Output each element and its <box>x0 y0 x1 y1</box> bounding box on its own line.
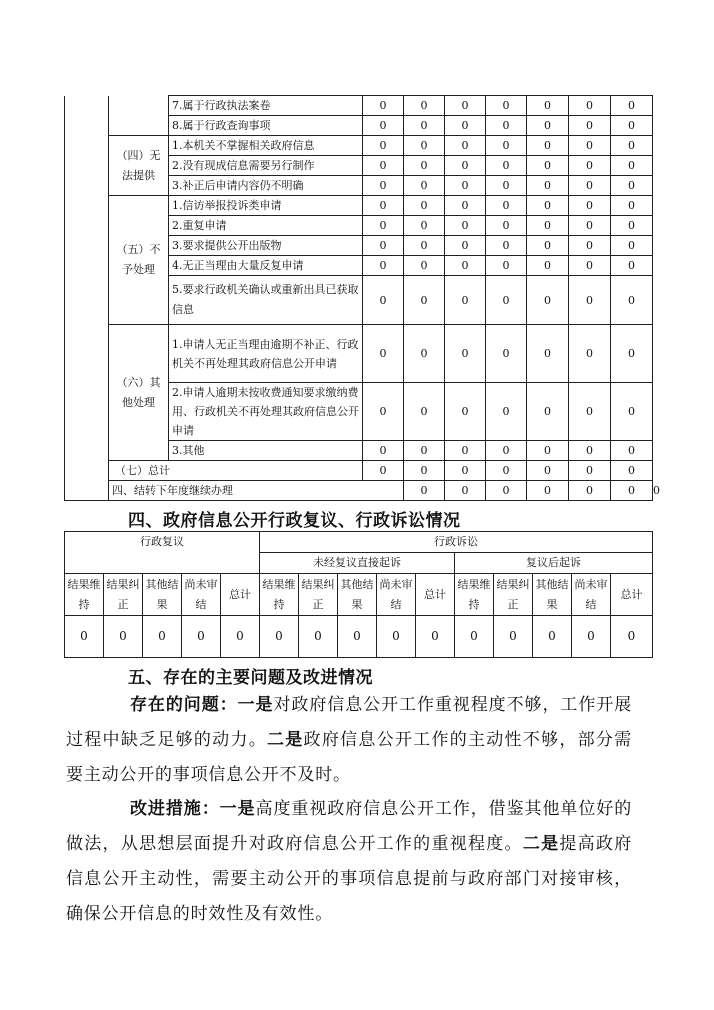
blank-cell <box>65 96 109 501</box>
cell-value: 0 <box>363 116 404 136</box>
cell-value: 0 <box>569 196 611 216</box>
cell-value: 0 <box>486 276 527 325</box>
cell-value: 0 <box>338 616 377 658</box>
cell-value: 0 <box>569 176 611 196</box>
table-row <box>65 196 653 216</box>
cell-value: 0 <box>611 276 653 325</box>
total-label: （七）总计 <box>109 461 363 481</box>
row-label: 1.申请人无正当理由逾期不补正、行政机关不再处理其政府信息公开申请 <box>169 325 363 383</box>
table-row <box>65 325 653 383</box>
row-label: 3.要求提供公开出版物 <box>169 236 363 256</box>
cell-value: 0 <box>611 481 653 501</box>
cell-value: 0 <box>363 96 404 116</box>
cell-value: 0 <box>404 156 445 176</box>
cell-value: 0 <box>611 216 653 236</box>
row-label: 2.没有现成信息需要另行制作 <box>169 156 363 176</box>
cell-value: 0 <box>445 481 486 501</box>
cell-value: 0 <box>611 96 653 116</box>
cell-value: 0 <box>569 156 611 176</box>
cell-value: 0 <box>569 325 611 383</box>
carry-over-label: 四、结转下年度继续办理 <box>109 481 404 501</box>
cell-value: 0 <box>445 116 486 136</box>
cell-value: 0 <box>611 196 653 216</box>
cell-value: 0 <box>527 461 569 481</box>
cell-value: 0 <box>527 441 569 461</box>
cell-value: 0 <box>445 216 486 236</box>
cell-value: 0 <box>363 383 404 441</box>
cell-value: 0 <box>363 156 404 176</box>
cell-value: 0 <box>486 325 527 383</box>
cell-value: 0 <box>486 236 527 256</box>
column-header: 结果纠正 <box>104 574 143 616</box>
cell-value: 0 <box>569 441 611 461</box>
cell-value: 0 <box>404 276 445 325</box>
cell-value: 0 <box>404 481 445 501</box>
cell-value: 0 <box>404 256 445 276</box>
cell-value: 0 <box>569 481 611 501</box>
cell-value: 0 <box>569 116 611 136</box>
cell-value: 0 <box>486 196 527 216</box>
cell-value: 0 <box>363 176 404 196</box>
cell-value: 0 <box>363 216 404 236</box>
cell-value: 0 <box>527 196 569 216</box>
cell-value: 0 <box>404 216 445 236</box>
cell-value: 0 <box>445 461 486 481</box>
row-label: 1.信访举报投诉类申请 <box>169 196 363 216</box>
column-header: 总计 <box>221 574 260 616</box>
cell-value: 0 <box>569 236 611 256</box>
cell-value: 0 <box>486 156 527 176</box>
problems-paragraph <box>66 688 632 793</box>
cell-value: 0 <box>611 136 653 156</box>
cell-value: 0 <box>363 256 404 276</box>
point-two-keyword: 二是 <box>522 834 560 854</box>
cell-value: 0 <box>611 236 653 256</box>
cell-value: 0 <box>363 196 404 216</box>
cell-value: 0 <box>65 616 104 658</box>
cell-value: 0 <box>611 441 653 461</box>
cell-value: 0 <box>445 383 486 441</box>
column-header: 结果维持 <box>65 574 104 616</box>
cell-value: 0 <box>445 176 486 196</box>
cell-value: 0 <box>182 616 221 658</box>
cell-value: 0 <box>363 441 404 461</box>
row-label: 4.无正当理由大量反复申请 <box>169 256 363 276</box>
category-cell: （六）其他处理 <box>109 325 169 461</box>
cell-value: 0 <box>445 441 486 461</box>
cell-value: 0 <box>404 96 445 116</box>
section-four-title: 四、政府信息公开行政复议、行政诉讼情况 <box>128 511 461 531</box>
cell-value: 0 <box>143 616 182 658</box>
row-label: 2.重复申请 <box>169 216 363 236</box>
cell-value: 0 <box>404 176 445 196</box>
cell-value: 0 <box>486 481 527 501</box>
cell-value: 0 <box>404 136 445 156</box>
problem-one-text: 对政府信息公开工作重视程度不够，工作开展过程中缺乏足够的动力。 <box>66 695 633 750</box>
cell-value: 0 <box>404 236 445 256</box>
measures-paragraph <box>66 792 632 932</box>
column-header: 结果纠正 <box>299 574 338 616</box>
cell-value: 0 <box>486 136 527 156</box>
cell-value: 0 <box>527 256 569 276</box>
table-header-row <box>65 574 653 616</box>
cell-value: 0 <box>569 461 611 481</box>
cell-value: 0 <box>611 616 653 658</box>
column-header: 结果维持 <box>260 574 299 616</box>
cell-value: 0 <box>445 256 486 276</box>
cell-value: 0 <box>527 116 569 136</box>
cell-value: 0 <box>404 325 445 383</box>
litigation-header: 行政诉讼 <box>260 532 653 553</box>
cell-value: 0 <box>104 616 143 658</box>
carry-over-row: 四、结转下年度继续办理 0 0 0 0 0 0 0 <box>65 481 653 501</box>
cell-value: 0 <box>572 616 611 658</box>
cell-value: 0 <box>611 156 653 176</box>
application-result-table <box>64 95 660 501</box>
point-one-keyword: 一是 <box>219 799 256 819</box>
cell-value: 0 <box>377 616 416 658</box>
cell-value: 0 <box>527 276 569 325</box>
cell-value: 0 <box>445 136 486 156</box>
measures-lead: 改进措施： <box>130 799 220 819</box>
cell-value: 0 <box>486 441 527 461</box>
cell-value: 0 <box>404 383 445 441</box>
cell-value: 0 <box>363 236 404 256</box>
cell-value: 0 <box>527 383 569 441</box>
cell-value: 0 <box>486 461 527 481</box>
cell-value: 0 <box>527 481 569 501</box>
point-one-keyword: 一是 <box>237 695 274 715</box>
cell-value: 0 <box>611 383 653 441</box>
cell-value: 0 <box>486 176 527 196</box>
table-row <box>65 616 653 658</box>
cell-value: 0 <box>569 276 611 325</box>
row-label: 3.其他 <box>169 441 363 461</box>
column-header: 其他结果 <box>338 574 377 616</box>
table-header-row <box>65 532 653 553</box>
column-header: 总计 <box>416 574 455 616</box>
direct-litigation-header: 未经复议直接起诉 <box>260 553 455 574</box>
cell-value: 0 <box>527 156 569 176</box>
row-label: 7.属于行政执法案卷 <box>169 96 363 116</box>
cell-value: 0 <box>611 176 653 196</box>
cell-value: 0 <box>569 136 611 156</box>
measure-two-text: 提高政府信息公开主动性，需要主动公开的事项信息提前与政府部门对接审核，确保公开信息的时效性及有效性。 <box>66 834 632 924</box>
problems-lead: 存在的问题： <box>130 695 238 715</box>
cell-value: 0 <box>363 325 404 383</box>
cell-value: 0 <box>455 616 494 658</box>
cell-value: 0 <box>611 461 653 481</box>
cell-value: 0 <box>445 236 486 256</box>
column-header: 其他结果 <box>143 574 182 616</box>
cell-value: 0 <box>486 216 527 236</box>
column-header: 其他结果 <box>533 574 572 616</box>
row-label: 3.补正后申请内容仍不明确 <box>169 176 363 196</box>
row-label: 2.申请人逾期未按收费通知要求缴纳费用、行政机关不再处理其政府信息公开申请 <box>169 383 363 441</box>
cell-value: 0 <box>445 276 486 325</box>
table-row <box>65 96 653 116</box>
cell-value: 0 <box>611 325 653 383</box>
column-header: 结果维持 <box>455 574 494 616</box>
cell-value: 0 <box>404 116 445 136</box>
problem-two-text: 政府信息公开工作的主动性不够，部分需要主动公开的事项信息公开不及时。 <box>66 730 632 785</box>
cell-value: 0 <box>363 276 404 325</box>
cell-value: 0 <box>416 616 455 658</box>
cell-value: 0 <box>569 383 611 441</box>
row-label: 8.属于行政查询事项 <box>169 116 363 136</box>
cell-value: 0 <box>611 116 653 136</box>
cell-value: 0 <box>221 616 260 658</box>
review-litigation-table <box>64 531 653 658</box>
cell-value: 0 <box>527 96 569 116</box>
column-header: 尚未审结 <box>572 574 611 616</box>
admin-review-header: 行政复议 <box>65 532 260 574</box>
column-header: 尚未审结 <box>182 574 221 616</box>
column-header: 总计 <box>611 574 653 616</box>
cell-value: 0 <box>527 136 569 156</box>
cell-value: 0 <box>363 136 404 156</box>
cell-value: 0 <box>445 196 486 216</box>
cell-value: 0 <box>404 441 445 461</box>
section-five-title: 五、存在的主要问题及改进情况 <box>128 668 373 688</box>
cell-value: 0 <box>527 176 569 196</box>
cell-value: 0 <box>486 116 527 136</box>
cell-value: 0 <box>486 96 527 116</box>
category-cell: （五）不予处理 <box>109 196 169 325</box>
cell-value: 0 <box>533 616 572 658</box>
cell-value: 0 <box>527 236 569 256</box>
total-row <box>65 461 653 481</box>
point-two-keyword: 二是 <box>267 730 304 750</box>
row-label: 1.本机关不掌握相关政府信息 <box>169 136 363 156</box>
cell-value: 0 <box>486 256 527 276</box>
cell-value: 0 <box>445 325 486 383</box>
cell-value: 0 <box>494 616 533 658</box>
category-cell: （四）无法提供 <box>109 136 169 196</box>
blank-cell <box>109 96 169 136</box>
cell-value: 0 <box>445 96 486 116</box>
row-label: 5.要求行政机关确认或重新出具已获取信息 <box>169 276 363 325</box>
cell-value: 0 <box>569 216 611 236</box>
cell-value: 0 <box>569 96 611 116</box>
column-header: 尚未审结 <box>377 574 416 616</box>
cell-value: 0 <box>445 156 486 176</box>
cell-value: 0 <box>299 616 338 658</box>
cell-value: 0 <box>260 616 299 658</box>
cell-value: 0 <box>569 256 611 276</box>
cell-value: 0 <box>527 216 569 236</box>
cell-value: 0 <box>404 461 445 481</box>
cell-value: 0 <box>404 196 445 216</box>
cell-value: 0 <box>486 383 527 441</box>
cell-value: 0 <box>527 325 569 383</box>
cell-value: 0 <box>611 256 653 276</box>
column-header: 结果纠正 <box>494 574 533 616</box>
cell-value: 0 <box>363 461 404 481</box>
measure-one-text: 高度重视政府信息公开工作，借鉴其他单位好的做法，从思想层面提升对政府信息公开工作的重视程度。 <box>66 799 632 854</box>
after-review-header: 复议后起诉 <box>455 553 653 574</box>
table-row <box>65 136 653 156</box>
